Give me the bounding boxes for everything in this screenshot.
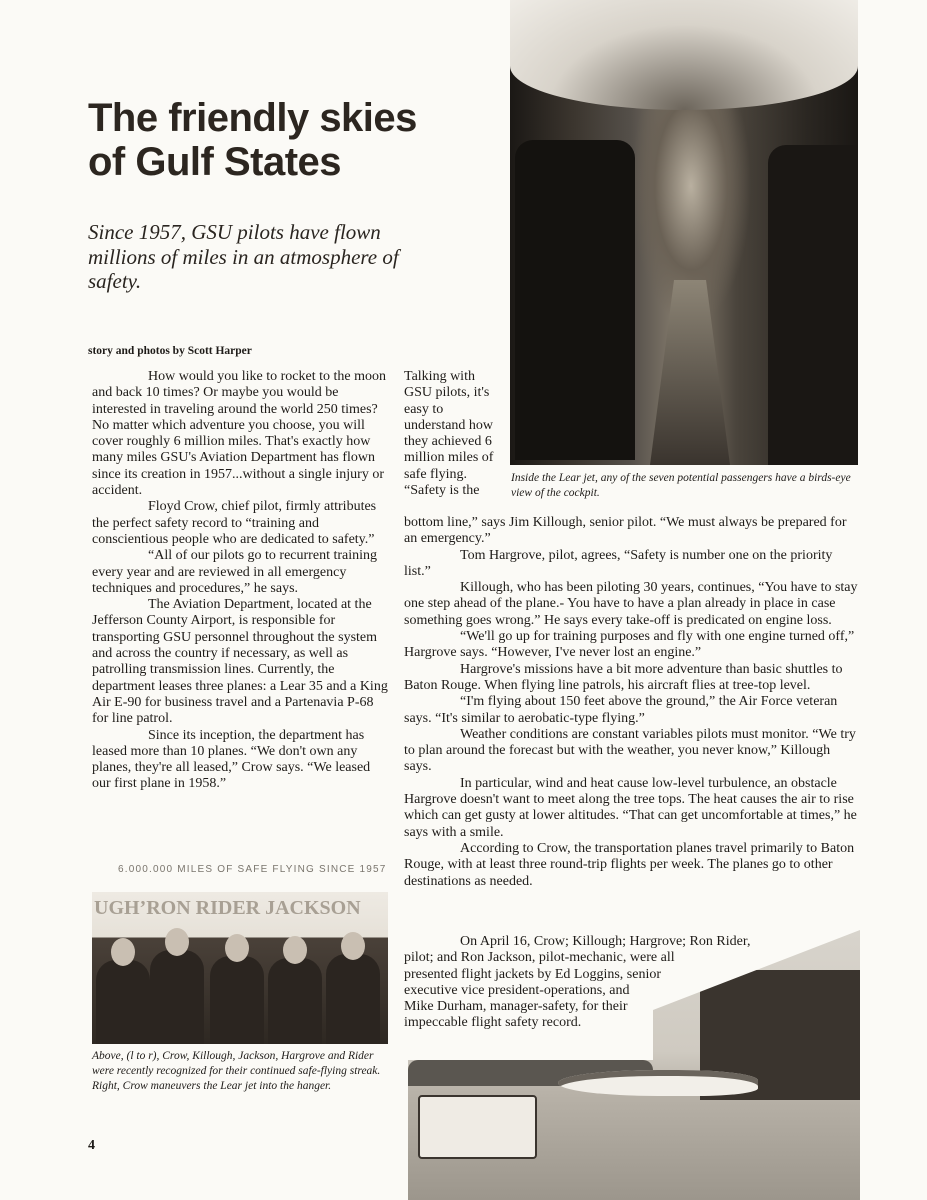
article-subtitle: Since 1957, GSU pilots have flown millions of miles in an atmosphere of safety.: [88, 220, 399, 293]
paragraph: The Aviation Department, located at the Jefferson County Airport, is responsible for transporting GSU personnel throughout the system and across the country if necessary, as well as patrolling transmission lines. Currently, the department leases three planes: a Lear 35 and a King Air E-90 for business travel and a Partenavia P-68 for line patrol.: [92, 597, 388, 727]
page-number: 4: [88, 1138, 95, 1153]
safe-flying-banner: 6.000.000 MILES OF SAFE FLYING SINCE 1957: [118, 864, 387, 875]
paragraph: How would you like to rocket to the moon and back 10 times? Or maybe you would be interested in traveling around the world 250 times? No matter which adventure you choose, you will cover roughly 6 million miles. That's exactly how many miles GSU's Aviation Department has flown since its creation in 1957...without a single injury or accident.: [92, 369, 386, 499]
wall-sign-text: UGH’RON RIDER JACKSON: [94, 897, 361, 919]
person: [210, 956, 264, 1044]
paragraph: Weather conditions are constant variables pilots must monitor. “We try to plan around the forecast but with the weather, you never know,” Killough says.: [404, 726, 856, 775]
paragraph: Talking with GSU pilots, it's easy to understand how they achieved 6 million miles of safe flying. “Safety is the: [404, 369, 494, 499]
cabin-seat: [515, 140, 635, 460]
text-line: Mike Durham, manager-safety, for their: [404, 999, 628, 1015]
paragraph: “I'm flying about 150 feet above the ground,” the Air Force veteran says. “It's similar to aerobatic-type flying.”: [404, 694, 838, 726]
person: [326, 954, 380, 1044]
lear-jet-cabin-photo: [510, 0, 858, 465]
paragraph: “We'll go up for training purposes and fly with one engine turned off,” Hargrove says. “However, I've never lost an engine.”: [404, 629, 855, 661]
text-line: pilot; and Ron Jackson, pilot-mechanic, were all: [404, 950, 675, 966]
text-line: impeccable flight safety record.: [404, 1015, 582, 1031]
paragraph: Floyd Crow, chief pilot, firmly attributes the perfect safety record to “training and conscientious people who are dedicated to safety.”: [92, 499, 377, 547]
person: [96, 960, 150, 1044]
byline: story and photos by Scott Harper: [88, 345, 252, 357]
cabin-aisle: [650, 280, 730, 465]
cabin-seat: [768, 145, 858, 465]
article-title: [88, 96, 417, 184]
paragraph: In particular, wind and heat cause low-level turbulence, an obstacle Hargrove doesn't want to meet along the tree tops. The heat causes the air to rise which can get gusty at lower altitudes. “That can get uncomfortable at times,” he says with a smile.: [404, 775, 857, 840]
text-line: On April 16, Crow; Killough; Hargrove; Ron Rider,: [460, 934, 751, 949]
left-column: [92, 369, 388, 793]
text-line: executive vice president-operations, and: [404, 982, 630, 998]
paragraph: According to Crow, the transportation planes travel primarily to Baton Rouge, with at least three round-trip flights per week. The planes go to other destinations as needed.: [404, 840, 855, 889]
text-line: presented flight jackets by Ed Loggins, senior: [404, 966, 661, 982]
cabin-photo-caption: Inside the Lear jet, any of the seven potential passengers have a birds-eye view of the cockpit.: [511, 472, 851, 499]
lear-jet: [558, 1070, 758, 1096]
title-line: The friendly skies: [88, 96, 417, 140]
paragraph: Since its inception, the department has leased more than 10 planes. “We don't own any planes, they're all leased,” Crow says. “We leased our first plane in 1958.”: [92, 727, 371, 792]
paragraph: Tom Hargrove, pilot, agrees, “Safety is number one on the priority list.”: [404, 547, 833, 579]
person: [268, 958, 322, 1044]
pilots-group-photo: [92, 892, 388, 1044]
paragraph: bottom line,” says Jim Killough, senior pilot. “We must always be prepared for an emergency.”: [404, 515, 847, 547]
paragraph: “All of our pilots go to recurrent training every year and are reviewed in all emergency techniques and procedures,” he says.: [92, 548, 377, 596]
right-column: [404, 515, 860, 890]
group-photo-caption: Above, (l to r), Crow, Killough, Jackson, Hargrove and Rider were recently recognized for their continued safe-flying streak. Right, Crow maneuvers the Lear jet into the hanger.: [92, 1050, 381, 1092]
narrow-column: [404, 369, 496, 499]
tow-cart: [418, 1095, 537, 1159]
paragraph: Hargrove's missions have a bit more adventure than basic shuttles to Baton Rouge. When flying line patrols, his aircraft flies at tree-top level.: [404, 661, 843, 693]
paragraph: Killough, who has been piloting 30 years, continues, “You have to stay one step ahead of the plane.- You have to have a plan already in place in case something goes wrong.” He says every take-off is predicated on engine loss.: [404, 580, 858, 628]
title-line: of Gulf States: [88, 140, 342, 184]
person: [150, 950, 204, 1044]
cabin-ceiling: [510, 0, 858, 110]
